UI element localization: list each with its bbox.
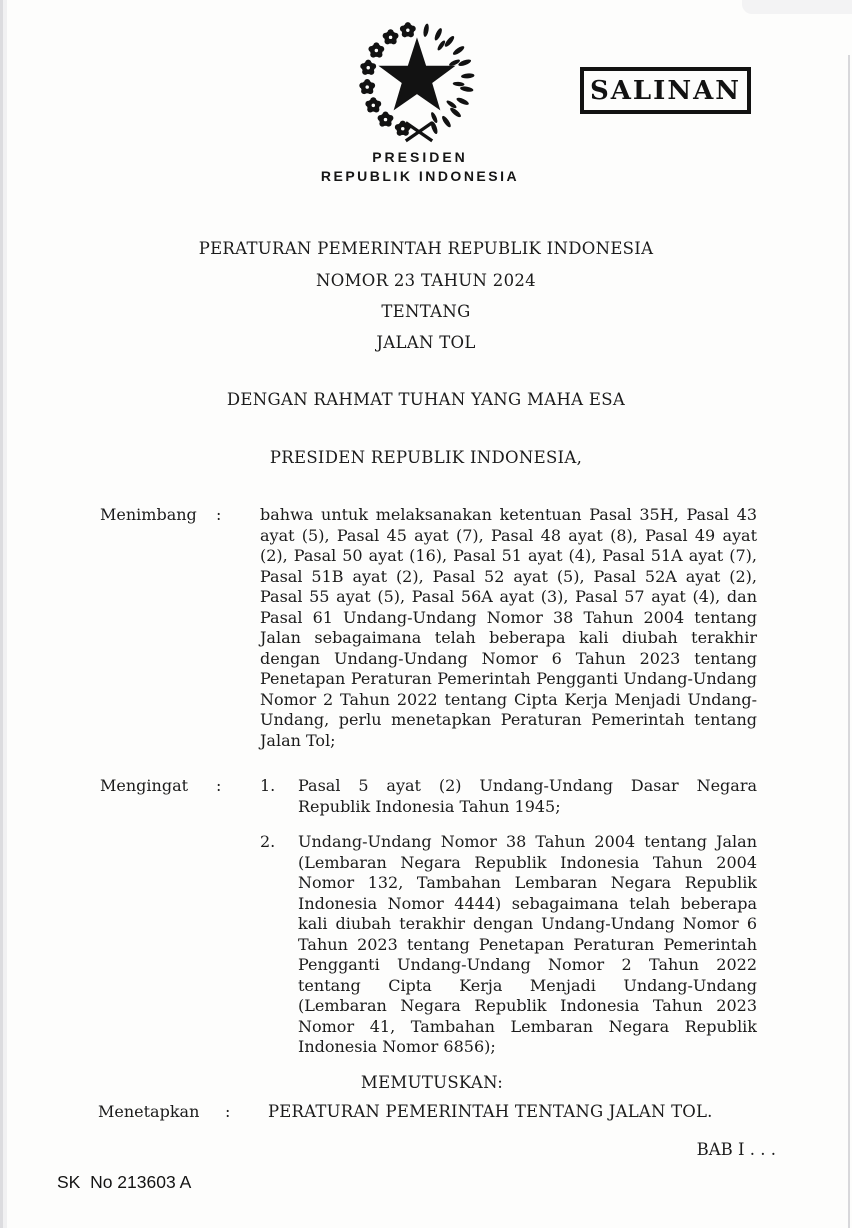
mengingat-colon: : (216, 776, 222, 795)
menimbang-colon: : (216, 505, 222, 524)
menimbang-label: Menimbang (100, 505, 197, 524)
menetapkan-label: Menetapkan (98, 1102, 200, 1121)
mengingat-item-2-number: 2. (260, 832, 276, 851)
scan-corner-top-right (742, 0, 852, 14)
authority-line: PRESIDEN REPUBLIK INDONESIA, (269, 448, 583, 467)
republik-indonesia-label: REPUBLIK INDONESIA (320, 168, 520, 184)
invocation-line: DENGAN RAHMAT TUHAN YANG MAHA ESA (226, 390, 626, 409)
salinan-stamp (580, 67, 751, 114)
menimbang-body: bahwa untuk melaksanakan ketentuan Pasal 35H, Pasal 43 ayat (5), Pasal 45 ayat (7), Pasal 48 ayat (8), Pasal 49 ayat (2), Pasal 50 ayat (16), Pasal 51 ayat (4), Pasal 51A ayat (7), Pasal 51B ayat (2), Pasal 52 ayat (5), Pasal 52A ayat (2), Pasal 55 ayat (5), Pasal 56A ayat (3), Pasal 57 ayat (4), dan Pasal 61 Undang-Undang Nomor 38 Tahun 2004 tentang Jalan sebagaimana telah beberapa kali diubah terakhir dengan Undang-Undang Nomor 6 Tahun 2023 tentang Penetapan Peraturan Pemerintah Pengganti Undang-Undang Nomor 2 Tahun 2022 tentang Cipta Kerja Menjadi Undang-Undang, perlu menetapkan Peraturan Pemerintah tentang Jalan Tol; (260, 505, 757, 750)
regulation-title-line1: PERATURAN PEMERINTAH REPUBLIK INDONESIA (198, 239, 654, 258)
tentang-line: TENTANG (381, 302, 471, 321)
continuation-marker: BAB I . . . (696, 1140, 776, 1159)
scan-edge-left-light (3, 0, 7, 1228)
sk-number: SK No 213603 A (57, 1172, 192, 1192)
menetapkan-colon: : (225, 1102, 231, 1121)
presidential-emblem-icon (353, 14, 485, 150)
mengingat-section (100, 776, 760, 1073)
issuing-authority-header (0, 149, 840, 184)
memutuskan-heading: MEMUTUSKAN: (360, 1073, 504, 1092)
mengingat-label: Mengingat (100, 776, 189, 795)
menetapkan-row (98, 1102, 798, 1121)
star-shape (378, 37, 455, 110)
salinan-stamp-label: SALINAN (589, 75, 742, 106)
mengingat-item-1-number: 1. (260, 776, 276, 795)
subject-line: JALAN TOL (376, 333, 476, 352)
menetapkan-body: PERATURAN PEMERINTAH TENTANG JALAN TOL. (268, 1102, 713, 1121)
mengingat-item-2-text: Undang-Undang Nomor 38 Tahun 2004 tentang Jalan (Lembaran Negara Republik Indonesia Tahun 2004 Nomor 132, Tambahan Lembaran Negara Republik Indonesia Nomor 4444) sebagaimana telah beberapa kali diubah terakhir dengan Undang-Undang Nomor 6 Tahun 2023 tentang Penetapan Peraturan Pemerintah Pengganti Undang-Undang Nomor 2 Tahun 2022 tentang Cipta Kerja Menjadi Undang-Undang (Lembaran Negara Republik Indonesia Tahun 2023 Nomor 41, Tambahan Lembaran Negara Republik Indonesia Nomor 6856); (298, 832, 757, 1056)
presiden-label: PRESIDEN (372, 149, 468, 165)
mengingat-items (260, 776, 757, 1073)
scan-edge-right (848, 55, 850, 1228)
regulation-number-line: NOMOR 23 TAHUN 2024 (316, 271, 536, 290)
mengingat-item-2 (260, 832, 757, 1058)
mengingat-item-1-text: Pasal 5 ayat (2) Undang-Undang Dasar Negara Republik Indonesia Tahun 1945; (298, 776, 757, 816)
menimbang-section (100, 505, 760, 751)
mengingat-item-1 (260, 776, 757, 817)
